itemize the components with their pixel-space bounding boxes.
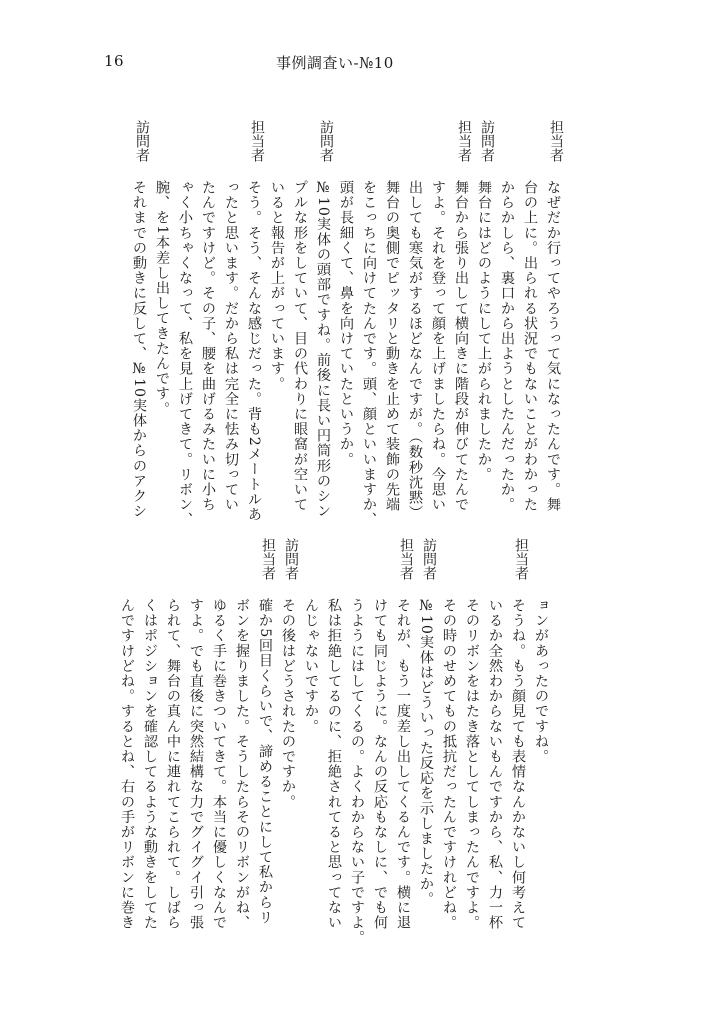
speaker-label: 訪問者 <box>283 538 299 580</box>
dialogue-line <box>116 538 138 931</box>
dialogue-line <box>266 120 288 515</box>
speaker-label <box>220 120 242 180</box>
dialogue-line <box>438 538 460 931</box>
speaker-label <box>427 120 449 180</box>
speech-text: をこっちに向けてたんです。頭、顔といいますか、 <box>361 180 377 528</box>
speech-text: ゃく小ちゃくなって、私を見上げてきて。リボン、 <box>177 180 193 528</box>
dialogue-line <box>473 120 495 515</box>
speech-text: たんですけど。その子、腰を曲げるみたいに小ち <box>200 180 216 513</box>
dialogue-line <box>369 538 391 931</box>
speaker-label: 訪問者 <box>479 120 495 162</box>
speaker-label <box>369 538 391 598</box>
speaker-label: 訪問者 <box>318 120 334 162</box>
speech-text: 腕、を1本差し出してきたんです。 <box>154 180 170 417</box>
running-title: 事例調査い-№10 <box>276 54 394 72</box>
dialogue-line <box>289 120 311 515</box>
interview-block-upper <box>131 120 564 528</box>
dialogue-line <box>484 538 506 931</box>
dialogue-line <box>461 538 483 931</box>
speech-text: プルな形をしていて、目の代わりに眼窩が空いて <box>292 180 308 513</box>
speech-text: その後はどうされたのですか。 <box>280 598 296 810</box>
speech-text: ョンがあったのですね。 <box>533 598 549 765</box>
dialogue-line <box>346 538 368 946</box>
speaker-label <box>335 120 357 180</box>
dialogue-line <box>427 120 449 515</box>
dialogue-line <box>197 120 219 515</box>
dialogue-line <box>335 120 357 515</box>
dialogue-line <box>415 538 437 918</box>
speaker-label <box>438 538 460 598</box>
speech-text: 確か5回目くらいで、諦めることにして私からリ <box>257 598 273 926</box>
speech-text: すよ。でも直後に突然結構な力でグイグイ引っ張 <box>188 598 204 931</box>
speaker-label <box>174 120 196 180</box>
speaker-label <box>484 538 506 598</box>
dialogue-line <box>220 120 242 515</box>
dialogue-line <box>542 120 564 515</box>
speaker-label <box>519 120 541 180</box>
speech-text: そうね。もう顔見ても表情なんかないし何考えて <box>510 598 526 931</box>
speaker-label <box>300 538 322 598</box>
dialogue-line <box>404 120 426 521</box>
speech-text: それが、もう一度差し出してくるんです。横に退 <box>395 598 411 931</box>
speaker-label <box>461 538 483 598</box>
speech-text: すよ。それを登って顔を上げましたらね。今思い <box>430 180 446 513</box>
speech-text: うようにはしてくるの。よくわからない子ですよ。 <box>349 598 365 946</box>
speech-text: ったと思います。だから私は完全に怯み切ってい <box>223 180 239 513</box>
speaker-label: 担当者 <box>249 120 265 162</box>
speaker-label: 担当者 <box>513 538 529 580</box>
speaker-label <box>197 120 219 180</box>
speech-text: んですけどね。するとね、右の手がリボンに巻き <box>119 598 135 931</box>
dialogue-line <box>151 120 173 515</box>
speech-text: そう。そう、そんな感じだった。背も2メートルあ <box>246 180 262 523</box>
speech-text: んじゃないですか。 <box>303 598 319 734</box>
dialogue-line <box>254 538 276 926</box>
dialogue-line <box>358 120 380 528</box>
speech-text: られて、舞台の真ん中に連れてこられて。しばら <box>165 598 181 931</box>
speaker-label: 担当者 <box>456 120 472 162</box>
dialogue-line <box>323 538 345 931</box>
speaker-label <box>231 538 253 598</box>
speech-text: 舞台にはどのようにして上がられましたか。 <box>476 180 492 482</box>
dialogue-line <box>243 120 265 523</box>
speaker-label <box>289 120 311 180</box>
speaker-label <box>323 538 345 598</box>
speaker-label <box>208 538 230 598</box>
speech-text: なぜだか行ってやろうって気になったんです。舞 <box>545 180 561 513</box>
speech-text: いるか全然わからないもんですから、私、力一杯 <box>487 598 503 931</box>
dialogue-line <box>496 120 518 515</box>
dialogue-line <box>312 120 334 519</box>
dialogue-line <box>185 538 207 931</box>
speech-text: 頭が長細くて、鼻を向けていたというか。 <box>338 180 354 467</box>
dialogue-line <box>507 538 529 931</box>
dialogue-line <box>392 538 414 931</box>
dialogue-line <box>162 538 184 931</box>
speech-text: №10実体はどういった反応を示しましたか。 <box>418 598 434 907</box>
speaker-label <box>358 120 380 180</box>
speaker-label: 訪問者 <box>134 120 150 162</box>
speech-text: 台の上に。出られる状況でもないことがわかった <box>522 180 538 513</box>
speech-text: いると報告が上がっています。 <box>269 180 285 392</box>
dialogue-line <box>381 120 403 515</box>
speech-text: 出しても寒気がするほどなんですが。（数秒沈黙） <box>407 180 423 521</box>
speech-text: 私は拒絶してるのに、拒絶されてると思ってない <box>326 598 342 931</box>
speaker-label <box>530 538 552 598</box>
dialogue-line <box>530 538 552 918</box>
speaker-label <box>266 120 288 180</box>
dialogue-line <box>139 538 161 931</box>
dialogue-line <box>450 120 472 515</box>
speech-text: その時のせめてもの抵抗だったんですけれどね。 <box>441 598 457 931</box>
dialogue-line <box>208 538 230 931</box>
speech-text: からかしら、裏口から出ようとしたんだったか。 <box>499 180 515 513</box>
speaker-label <box>116 538 138 598</box>
speaker-label <box>151 120 173 180</box>
speaker-label <box>404 120 426 180</box>
page-number: 16 <box>104 52 125 70</box>
dialogue-line <box>300 538 322 918</box>
speaker-label <box>346 538 368 598</box>
speaker-label: 担当者 <box>260 538 276 580</box>
speaker-label: 訪問者 <box>421 538 437 580</box>
speaker-label <box>185 538 207 598</box>
speaker-label <box>381 120 403 180</box>
speaker-label: 担当者 <box>548 120 564 162</box>
speaker-label <box>496 120 518 180</box>
speaker-label: 担当者 <box>398 538 414 580</box>
dialogue-line <box>128 120 150 519</box>
speech-text: ボンを握りました。そうしたらそのリボンがね、 <box>234 598 250 931</box>
speech-text: 舞台から張り出して横向きに階段が伸びてたんで <box>453 180 469 513</box>
speech-text: それまでの動きに反して、№10実体からのアクシ <box>131 180 147 519</box>
speech-text: 舞台の奥側でピッタリと動きを止めて装飾の先端 <box>384 180 400 513</box>
dialogue-line <box>277 538 299 918</box>
dialogue-line <box>231 538 253 931</box>
interview-block-lower <box>119 538 552 946</box>
speaker-label <box>139 538 161 598</box>
speech-text: №10実体の頭部ですね。前後に長い円筒形のシン <box>315 180 331 519</box>
dialogue-line <box>519 120 541 515</box>
speech-text: くはポジションを確認してるような動きをしてた <box>142 598 158 931</box>
speech-text: そのリボンをはたき落としてしまったんですよ。 <box>464 598 480 931</box>
speaker-label <box>162 538 184 598</box>
speech-text: ゆるく手に巻きついてきて。本当に優しくなんで <box>211 598 227 931</box>
speech-text: けても同じように。なんの反応もなしに、でも何 <box>372 598 388 931</box>
dialogue-line <box>174 120 196 528</box>
